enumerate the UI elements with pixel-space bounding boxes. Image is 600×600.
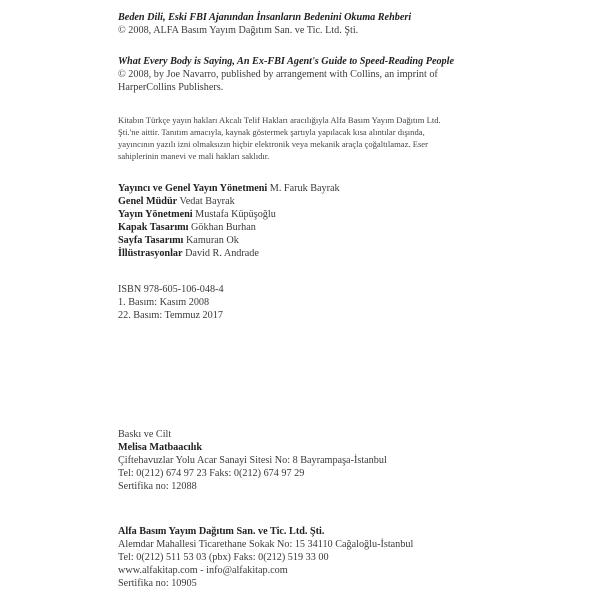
- credit-value: Gökhan Burhan: [191, 222, 256, 233]
- printer-heading: Baskı ve Cilt: [118, 429, 172, 440]
- turkish-copyright: © 2008, ALFA Basım Yayım Dağıtım San. ve Tic. Ltd. Şti.: [118, 25, 359, 36]
- original-title: What Every Body is Saying, An Ex-FBI Agent's Guide to Speed-Reading People: [118, 56, 455, 67]
- credit-row-cover-design: [118, 221, 558, 234]
- printer-address: Çiftehavuzlar Yolu Acar Sanayi Sitesi No: 8 Bayrampaşa-İstanbul: [118, 455, 387, 466]
- publisher-certificate: Sertifika no: 10905: [118, 578, 197, 589]
- publisher-phone: Tel: 0(212) 511 53 03 (pbx) Faks: 0(212) 519 33 00: [118, 552, 329, 563]
- credit-label: Sayfa Tasarımı: [118, 235, 184, 246]
- credit-row-publisher: [118, 182, 558, 195]
- publisher-address: Alemdar Mahallesi Ticarethane Sokak No: 15 34110 Cağaloğlu-İstanbul: [118, 539, 414, 550]
- original-copyright-line-2: HarperCollins Publishers.: [118, 82, 224, 93]
- printer-certificate: Sertifika no: 12088: [118, 481, 197, 492]
- credit-value: Kamuran Ok: [185, 235, 239, 246]
- publisher-name: Alfa Basım Yayım Dağıtım San. ve Tic. Ltd. Şti.: [118, 526, 325, 537]
- printer-block: [118, 428, 558, 493]
- rights-notice-block: [118, 114, 558, 162]
- copyright-page: [118, 0, 558, 600]
- printer-phone: Tel: 0(212) 674 97 23 Faks: 0(212) 674 97 29: [118, 468, 305, 479]
- credit-label: Yayın Yönetmeni: [118, 209, 193, 220]
- rights-notice-line-4: sahiplerinin manevi ve mali hakları saklıdır.: [118, 151, 270, 161]
- credit-row-page-design: [118, 234, 558, 247]
- original-copyright-line-1: © 2008, by Joe Navarro, published by arrangement with Collins, an imprint of: [118, 69, 438, 80]
- credit-row-illustrations: [118, 247, 558, 260]
- first-printing: 1. Basım: Kasım 2008: [118, 297, 210, 308]
- credit-value: Vedat Bayrak: [179, 196, 235, 207]
- rights-notice-line-1: Kitabın Türkçe yayın hakları Akcalı Telif Hakları aracılığıyla Alfa Basım Yayım Dağıtım Ltd.: [118, 115, 441, 125]
- rights-notice-line-2: Şti.'ne aittir. Tanıtım amacıyla, kaynak göstermek şartıyla yapılacak kısa alıntılar dışında,: [118, 127, 425, 137]
- credit-value: Mustafa Küpüşoğlu: [195, 209, 276, 220]
- credit-label: Kapak Tasarımı: [118, 222, 189, 233]
- printer-name: Melisa Matbaacılık: [118, 442, 203, 453]
- isbn-number: ISBN 978-605-106-048-4: [118, 284, 224, 295]
- rights-notice-line-3: yayıncının yazılı izni olmaksızın hiçbir elektronik veya mekanik araçla çoğaltılamaz. Eser: [118, 139, 428, 149]
- publisher-block: [118, 525, 558, 590]
- credit-row-general-manager: [118, 195, 558, 208]
- original-edition-block: [118, 55, 558, 94]
- credit-label: İllüstrasyonlar: [118, 248, 183, 259]
- credit-label: Genel Müdür: [118, 196, 178, 207]
- credits-block: [118, 182, 558, 260]
- credit-value: M. Faruk Bayrak: [269, 183, 340, 194]
- credit-row-editor: [118, 208, 558, 221]
- credit-value: David R. Andrade: [185, 248, 259, 259]
- current-printing: 22. Basım: Temmuz 2017: [118, 310, 223, 321]
- credit-label: Yayıncı ve Genel Yayın Yönetmeni: [118, 183, 268, 194]
- turkish-edition-block: [118, 11, 558, 37]
- publisher-web-email: www.alfakitap.com - info@alfakitap.com: [118, 565, 288, 576]
- turkish-title: Beden Dili, Eski FBI Ajanından İnsanların Bedenini Okuma Rehberi: [118, 12, 412, 23]
- isbn-block: [118, 283, 558, 322]
